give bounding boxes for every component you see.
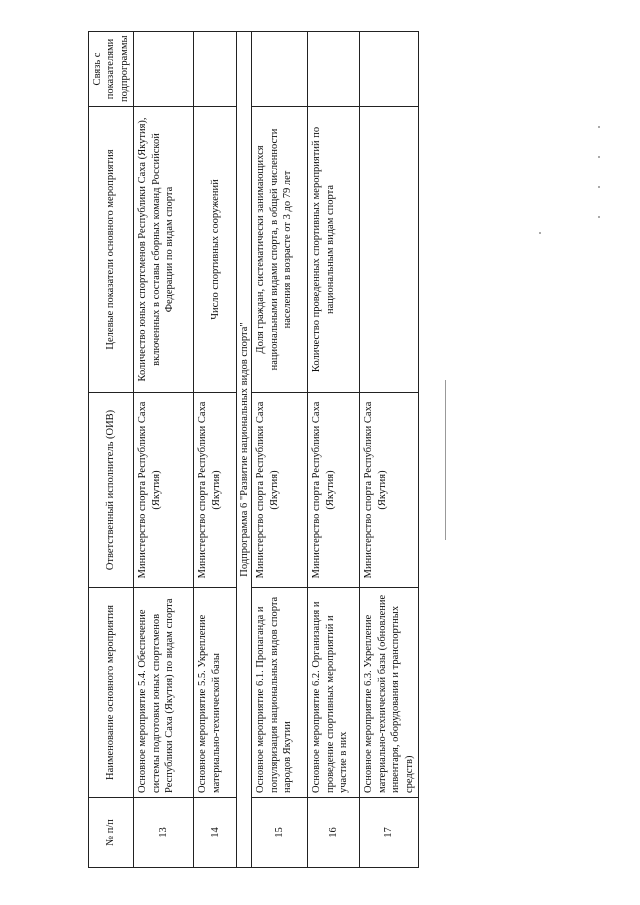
table-row <box>360 32 419 868</box>
row-num: 17 <box>360 798 419 868</box>
table-row <box>194 32 237 868</box>
row-num: 16 <box>308 798 360 868</box>
table-row <box>134 32 194 868</box>
measures-table <box>88 31 419 868</box>
row-link <box>194 32 237 107</box>
header-name: Наименование основного мероприятия <box>89 588 134 798</box>
header-executor: Ответственный исполнитель (ОИВ) <box>89 393 134 588</box>
row-name: Основное мероприятие 6.1. Пропаганда и популяризация национальных видов спорта народов Якутии <box>252 588 308 798</box>
scan-speck <box>598 156 600 158</box>
header-indicators: Целевые показатели основного мероприятия <box>89 107 134 393</box>
row-name: Основное мероприятие 5.5. Укрепление материально-технической базы <box>194 588 237 798</box>
row-name: Основное мероприятие 6.3. Укрепление материально-технической базы (обновление инвентаря, оборудования и транспортных средств) <box>360 588 419 798</box>
header-num: № п/п <box>89 798 134 868</box>
scan-line <box>445 380 446 540</box>
rotated-page <box>88 32 415 868</box>
row-executor: Министерство спорта Республики Саха (Якутия) <box>360 393 419 588</box>
scan-speck <box>539 232 541 234</box>
row-indicators: Число спортивных сооружений <box>194 107 237 393</box>
row-num: 15 <box>252 798 308 868</box>
header-row <box>89 32 134 868</box>
row-indicators: Количество юных спортсменов Республики Саха (Якутия), включенных в составы сборных команд Российской Федерации по видам спорта <box>134 107 194 393</box>
subprogram-title: Подпрограмма 6 "Развитие национальных видов спорта" <box>237 32 252 868</box>
row-executor: Министерство спорта Республики Саха (Якутия) <box>252 393 308 588</box>
row-link <box>360 32 419 107</box>
header-link: Связь с показателями подпрограммы <box>89 32 134 107</box>
subprogram-row <box>237 32 252 868</box>
row-executor: Министерство спорта Республики Саха (Якутия) <box>134 393 194 588</box>
table-row <box>252 32 308 868</box>
row-indicators: Доля граждан, систематически занимающихся национальными видами спорта, в общей численности населения в возрасте от 3 до 79 лет <box>252 107 308 393</box>
row-num: 13 <box>134 798 194 868</box>
row-name: Основное мероприятие 6.2. Организация и проведение спортивных мероприятий и участие в них <box>308 588 360 798</box>
row-link <box>308 32 360 107</box>
row-executor: Министерство спорта Республики Саха (Якутия) <box>308 393 360 588</box>
row-link <box>134 32 194 107</box>
scan-speck <box>598 186 600 188</box>
row-num: 14 <box>194 798 237 868</box>
row-executor: Министерство спорта Республики Саха (Якутия) <box>194 393 237 588</box>
row-link <box>252 32 308 107</box>
scan-speck <box>598 126 600 128</box>
row-name: Основное мероприятие 5.4. Обеспечение системы подготовки юных спортсменов Республики Саха (Якутия) по видам спорта <box>134 588 194 798</box>
row-indicators: Количество проведенных спортивных мероприятий по национальным видам спорта <box>308 107 360 393</box>
scan-speck <box>598 216 600 218</box>
table-row <box>308 32 360 868</box>
row-indicators <box>360 107 419 393</box>
